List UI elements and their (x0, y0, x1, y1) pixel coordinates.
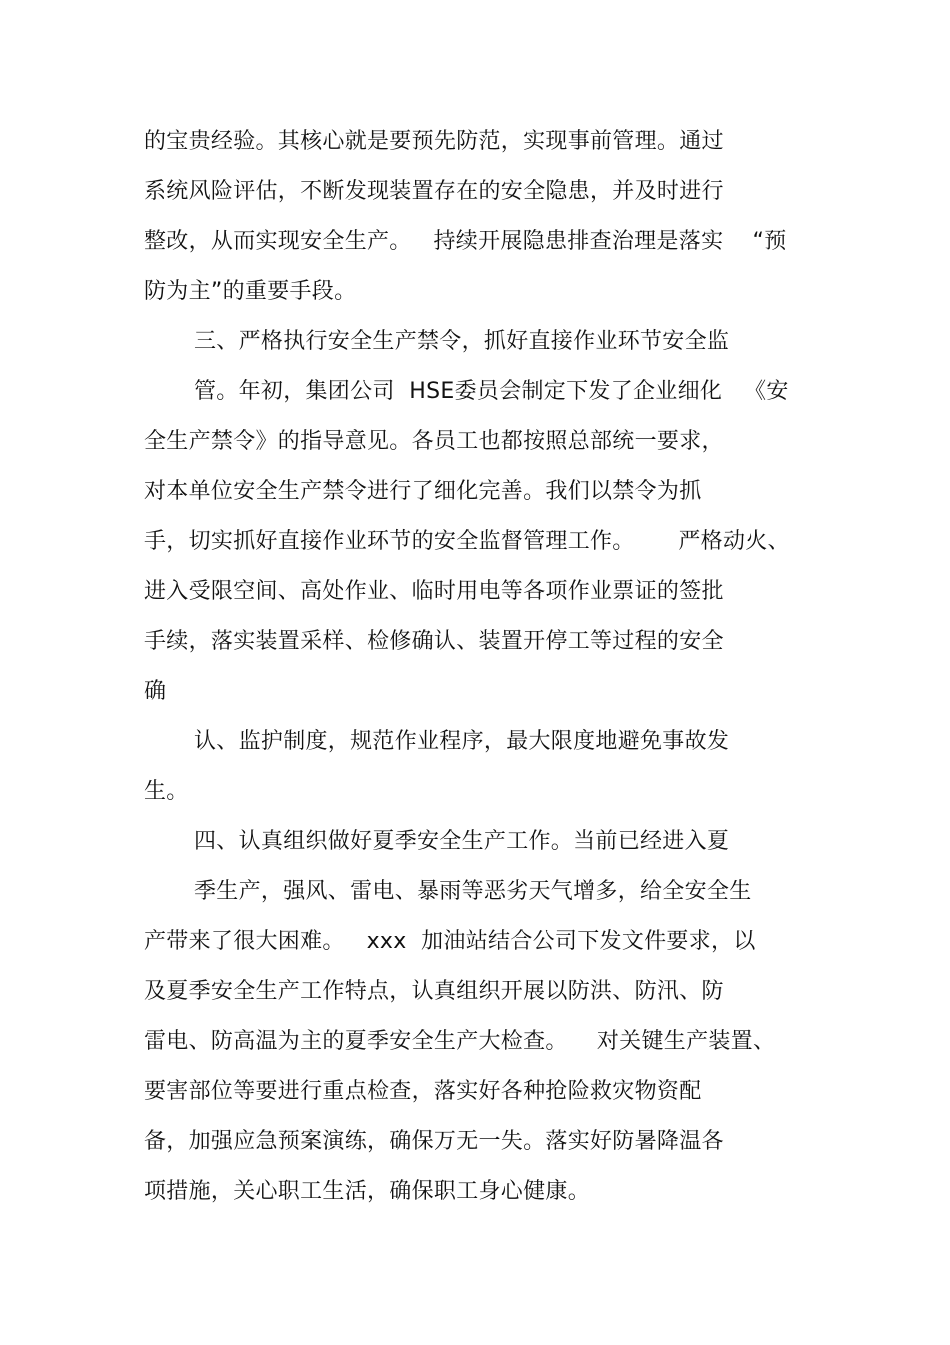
text-line: 手续，落实装置采样、检修确认、装置开停工等过程的安全 (144, 629, 724, 654)
section-heading-3: 三、严格执行安全生产禁令，抓好直接作业环节安全监 (194, 329, 730, 354)
text-line: 对本单位安全生产禁令进行了细化完善。我们以禁令为抓 (144, 479, 702, 504)
text-line: 确 (144, 679, 167, 704)
text-line: 的宝贵经验。其核心就是要预先防范，实现事前管理。通过 (144, 129, 724, 154)
text-line: 产带来了很大困难。 xxx 加油站结合公司下发文件要求，以 (144, 929, 756, 954)
text-line: 生。 (144, 779, 189, 804)
text-line: 要害部位等要进行重点检查，落实好各种抢险救灾物资配 (144, 1079, 702, 1104)
text-line: 全生产禁令》的指导意见。各员工也都按照总部统一要求， (144, 429, 724, 454)
text-line: 备，加强应急预案演练，确保万无一失。落实好防暑降温各 (144, 1129, 724, 1154)
section-heading-4: 四、认真组织做好夏季安全生产工作。当前已经进入夏 (194, 829, 730, 854)
text-line: 防为主”的重要手段。 (144, 279, 357, 304)
text-line: 雷电、防高温为主的夏季安全生产大检查。 对关键生产装置、 (144, 1029, 776, 1054)
text-line: 手，切实抓好直接作业环节的安全监督管理工作。 严格动火、 (144, 529, 790, 554)
text-line: 进入受限空间、高处作业、临时用电等各项作业票证的签批 (144, 579, 724, 604)
text-line: 管。年初，集团公司 HSE委员会制定下发了企业细化 《安 (194, 379, 789, 404)
text-line: 整改，从而实现安全生产。 持续开展隐患排查治理是落实 “预 (144, 229, 787, 254)
text-line: 系统风险评估，不断发现装置存在的安全隐患，并及时进行 (144, 179, 724, 204)
text-line: 季生产，强风、雷电、暴雨等恶劣天气增多，给全安全生 (194, 879, 752, 904)
text-line: 认、监护制度，规范作业程序，最大限度地避免事故发 (194, 729, 730, 754)
text-line: 及夏季安全生产工作特点，认真组织开展以防洪、防汛、防 (144, 979, 724, 1004)
text-line: 项措施，关心职工生活，确保职工身心健康。 (144, 1179, 591, 1204)
